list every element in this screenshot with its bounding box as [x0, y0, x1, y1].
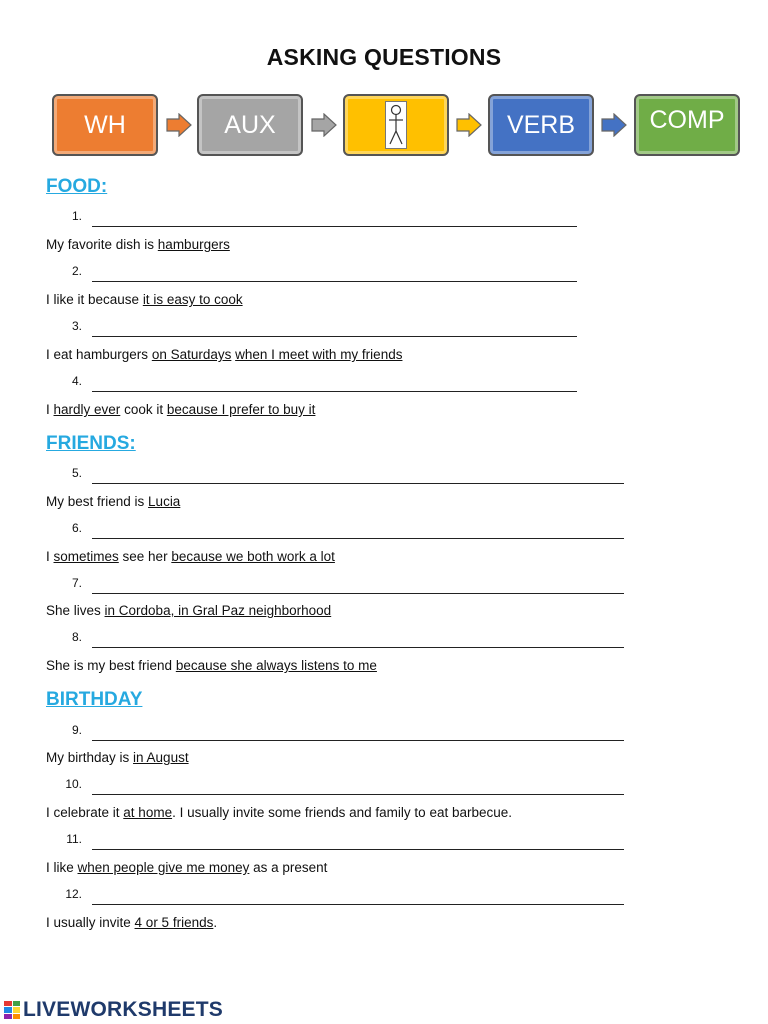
answer-sentence: [46, 237, 230, 252]
section-heading-food: FOOD:: [46, 176, 108, 197]
flow-label-aux: AUX: [224, 110, 276, 139]
flow-arrow-icon: [166, 113, 192, 137]
question-blank[interactable]: [71, 374, 577, 392]
answer-text: My favorite dish is: [46, 237, 158, 252]
answer-text: She lives: [46, 603, 105, 618]
answer-sentence: [46, 292, 243, 307]
underlined-answer-text: sometimes: [53, 549, 119, 564]
answer-sentence: [46, 347, 402, 362]
question-number: 4.: [71, 374, 82, 388]
answer-text: My birthday is: [46, 750, 134, 765]
stick-figure-icon: [385, 101, 407, 149]
answer-text: cook it: [120, 402, 167, 417]
question-number: 3.: [71, 319, 82, 333]
flow-label-verb: VERB: [506, 110, 576, 139]
question-number: 5.: [71, 466, 82, 480]
answer-text: see her: [118, 549, 172, 564]
answer-text: I: [46, 549, 54, 564]
answer-text: My best friend is: [46, 494, 149, 509]
question-number: 7.: [71, 576, 82, 590]
answer-sentence: [46, 915, 217, 930]
flow-label-wh: WH: [84, 110, 126, 139]
section-heading-friends: FRIENDS:: [46, 433, 136, 454]
answer-text: I: [46, 402, 54, 417]
question-blank[interactable]: [71, 521, 624, 539]
flow-arrow-icon: [456, 113, 482, 137]
answer-text: .: [213, 915, 218, 930]
answer-sentence: [46, 549, 335, 564]
question-blank[interactable]: [71, 723, 624, 741]
answer-text: I usually invite: [46, 915, 135, 930]
underlined-answer-text: 4 or 5 friends: [134, 915, 214, 930]
answer-text: as a present: [249, 860, 328, 875]
footer-brand: [4, 998, 223, 1022]
underlined-answer-text: at home: [123, 805, 173, 820]
underlined-answer-text: it is easy to cook: [142, 292, 243, 307]
answer-sentence: [46, 805, 512, 820]
answer-sentence: [46, 750, 189, 765]
footer-brand-text: LIVEWORKSHEETS: [23, 998, 223, 1021]
underlined-answer-text: because I prefer to buy it: [166, 402, 316, 417]
underlined-answer-text: on Saturdays: [151, 347, 232, 362]
question-blank[interactable]: [66, 832, 624, 850]
section-heading-birthday: BIRTHDAY: [46, 689, 143, 710]
flow-box-wh: [52, 94, 158, 156]
underlined-answer-text: hardly ever: [53, 402, 121, 417]
underlined-answer-text: in August: [133, 750, 189, 765]
flow-label-comp: COMP: [649, 106, 725, 134]
question-blank[interactable]: [71, 319, 577, 337]
question-number: 11.: [66, 832, 82, 846]
underlined-answer-text: when I meet with my friends: [235, 347, 403, 362]
question-blank[interactable]: [71, 264, 577, 282]
underlined-answer-text: when people give me money: [77, 860, 250, 875]
question-blank[interactable]: [71, 466, 624, 484]
answer-text: I eat hamburgers: [46, 347, 152, 362]
question-number: 1.: [71, 209, 82, 223]
answer-sentence: [46, 494, 180, 509]
underlined-answer-text: because we both work a lot: [171, 549, 335, 564]
flow-box-verb: [488, 94, 594, 156]
question-number: 12.: [65, 887, 82, 901]
question-blank[interactable]: [71, 209, 577, 227]
question-blank[interactable]: [71, 576, 624, 594]
question-number: 6.: [71, 521, 82, 535]
liveworksheets-logo-icon: [4, 1001, 20, 1019]
answer-sentence: [46, 860, 327, 875]
question-number: 8.: [71, 630, 82, 644]
question-blank[interactable]: [65, 887, 624, 905]
question-number: 9.: [71, 723, 82, 737]
question-number: 2.: [71, 264, 82, 278]
answer-text: I like it because: [46, 292, 143, 307]
answer-text: . I usually invite some friends and family to eat barbecue.: [172, 805, 513, 820]
answer-text: I like: [46, 860, 78, 875]
underlined-answer-text: in Cordoba, in Gral Paz neighborhood: [104, 603, 332, 618]
flow-box-comp: [634, 94, 740, 156]
page-title: ASKING QUESTIONS: [266, 44, 502, 70]
flow-box-subject: [343, 94, 449, 156]
answer-text: She is my best friend: [46, 658, 176, 673]
question-number: 10.: [65, 777, 82, 791]
question-blank[interactable]: [65, 777, 624, 795]
answer-text: I celebrate it: [46, 805, 124, 820]
flow-box-aux: [197, 94, 303, 156]
flow-arrow-icon: [601, 113, 627, 137]
question-blank[interactable]: [71, 630, 624, 648]
underlined-answer-text: Lucia: [148, 494, 181, 509]
underlined-answer-text: because she always listens to me: [175, 658, 377, 673]
flow-arrow-icon: [311, 113, 337, 137]
underlined-answer-text: hamburgers: [157, 237, 230, 252]
answer-sentence: [46, 402, 315, 417]
answer-sentence: [46, 603, 331, 618]
answer-sentence: [46, 658, 377, 673]
